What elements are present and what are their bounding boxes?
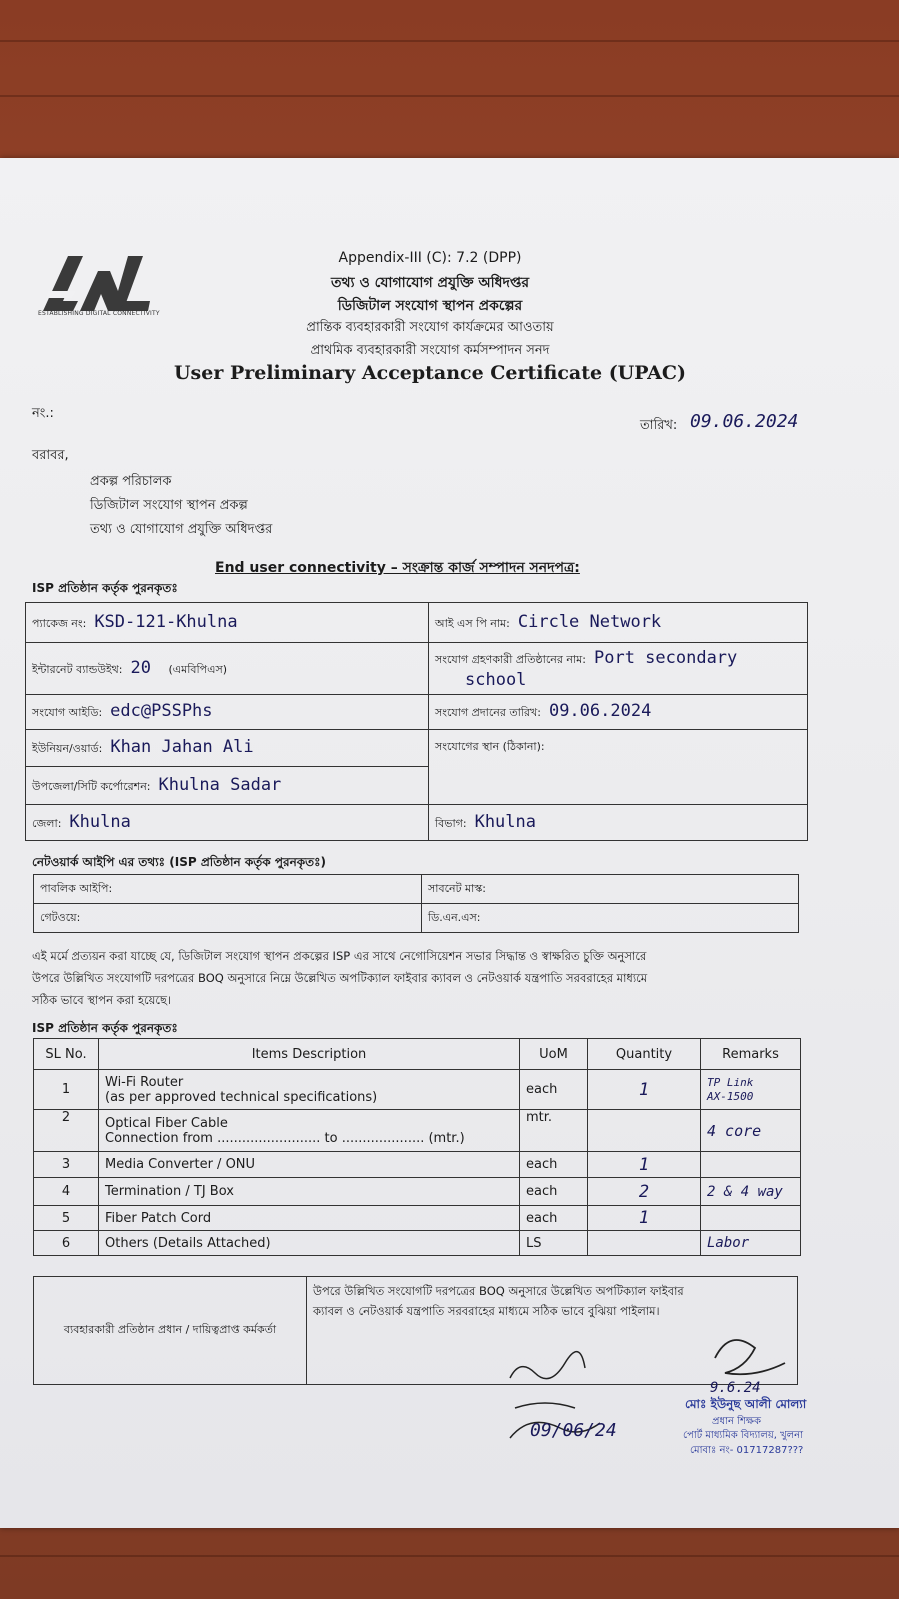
union-label: ইউনিয়ন/ওয়ার্ড:	[32, 742, 103, 755]
bandwidth-unit: (এমবিপিএস)	[168, 662, 228, 676]
division-value: Khulna	[474, 811, 536, 832]
logo-tagline: ESTABLISHING DIGITAL CONNECTIVITY	[38, 310, 160, 317]
conn-date-value: 09.06.2024	[548, 701, 652, 721]
district-label: জেলা:	[32, 816, 62, 830]
isp-value: Circle Network	[517, 611, 662, 632]
row-desc-line2: Connection from ......................... to .................... (mtr.)	[105, 1130, 465, 1146]
org-label: সংযোগ গ্রহণকারী প্রতিষ্ঠানের নাম:	[435, 652, 586, 666]
isp-label: আই এস পি নাম:	[435, 616, 510, 630]
table-row	[34, 1178, 801, 1206]
project-name: ডিজিটাল সংযোগ স্থাপন প্রকল্পের	[337, 298, 523, 314]
table-row	[34, 1231, 801, 1256]
declaration-line1: এই মর্মে প্রত্যয়ন করা যাচ্ছে যে, ডিজিটাল সংযোগ স্থাপন প্রকল্পের ISP এর সাথে নেগোসিয়েশন সভার সিদ্ধান্ত ও স্বাক্ষরিত চুক্তি অনুসারে	[32, 949, 647, 963]
row-desc-line2: (as per approved technical specifications)	[105, 1089, 378, 1105]
row-sl: 6	[34, 1231, 99, 1256]
union-value: Khan Jahan Ali	[110, 737, 254, 757]
row-quantity	[588, 1231, 701, 1256]
row-uom: each	[520, 1152, 588, 1178]
wood-grain	[0, 1555, 899, 1557]
network-table	[33, 874, 799, 933]
table-row	[34, 1206, 801, 1231]
declaration-line2: উপরে উল্লিখিত সংযোগটি দরপত্রের BOQ অনুসারে নিম্নে উল্লেখিত অপটিক্যাল ফাইবার ক্যাবল ও নেটওয়ার্ক যন্ত্রপাতি সরবরাহের মাধ্যমে	[32, 971, 648, 985]
col-quantity: Quantity	[588, 1039, 701, 1070]
bandwidth-label: ইন্টারনেট ব্যান্ডউইথ:	[32, 662, 123, 676]
row-uom: mtr.	[520, 1110, 588, 1152]
row-remarks-line2: AX-1500	[707, 1089, 754, 1103]
upazila-value: Khulna Sadar	[158, 774, 282, 795]
col-remarks: Remarks	[701, 1039, 801, 1070]
acceptance-text1: উপরে উল্লিখিত সংযোগটি দরপত্রের BOQ অনুসারে উল্লেখিত অপটিক্যাল ফাইবার	[313, 1284, 684, 1298]
col-sl: SL No.	[34, 1039, 99, 1070]
row-description: Others (Details Attached)	[99, 1231, 520, 1256]
package-value: KSD-121-Khulna	[94, 611, 238, 632]
stamp-phone: মোবাঃ নং- 01717287???	[690, 1445, 804, 1456]
conn-date-cell	[429, 695, 808, 730]
signature-date-2: 09/06/24	[530, 1420, 617, 1441]
row-quantity: 1	[588, 1070, 701, 1110]
public-ip-cell	[34, 875, 422, 904]
bandwidth-value: 20	[130, 657, 151, 678]
ref-no-label: নং.:	[32, 406, 54, 421]
row-uom: LS	[520, 1231, 588, 1256]
program-line: প্রান্তিক ব্যবহারকারী সংযোগ কার্যক্রমের আওতায়	[306, 320, 554, 335]
dept-name: তথ্য ও যোগাযোগ প্রযুক্তি অধিদপ্তর	[330, 275, 530, 291]
row-quantity: 1	[588, 1152, 701, 1178]
declaration-line3: সঠিক ভাবে স্থাপন করা হয়েছে।	[32, 993, 172, 1007]
network-heading: নেটওয়ার্ক আইপি এর তথ্যঃ (ISP প্রতিষ্ঠান কর্তৃক পুরনকৃতঃ)	[32, 855, 327, 869]
stamp-title: প্রধান শিক্ষক	[712, 1416, 761, 1427]
subnet-label: সাবনেট মাস্ক:	[428, 881, 486, 895]
isp-cell	[429, 603, 808, 643]
items-filled-label: ISP প্রতিষ্ঠান কর্তৃক পুরনকৃতঃ	[32, 1021, 178, 1035]
union-cell	[26, 730, 429, 767]
gateway-cell	[34, 904, 422, 933]
table-row	[34, 1110, 801, 1152]
row-remarks: 4 core	[701, 1110, 801, 1152]
subnet-cell	[422, 875, 799, 904]
stamp-name: মোঃ ইউনুছ আলী মোল্যা	[685, 1397, 807, 1411]
division-cell	[429, 805, 808, 841]
row-sl: 4	[34, 1178, 99, 1206]
row-sl: 5	[34, 1206, 99, 1231]
upazila-cell	[26, 767, 429, 805]
addressee-line1: প্রকল্প পরিচালক	[90, 474, 172, 489]
row-remarks: 2 & 4 way	[701, 1178, 801, 1206]
acceptance-left-label: ব্যবহারকারী প্রতিষ্ঠান প্রধান / দায়িত্বপ্রাপ্ত কর্মকর্তা	[63, 1323, 277, 1336]
row-description: Media Converter / ONU	[99, 1152, 520, 1178]
row-description	[99, 1070, 520, 1110]
gateway-label: গেটওয়ে:	[40, 910, 81, 924]
district-cell	[26, 805, 429, 841]
addressee-to: বরাবর,	[32, 448, 69, 463]
row-remarks	[701, 1206, 801, 1231]
row-remarks	[701, 1152, 801, 1178]
subtitle-line: প্রাথমিক ব্যবহারকারী সংযোগ কর্মসম্পাদন সনদ	[310, 343, 550, 358]
public-ip-label: পাবলিক আইপি:	[40, 881, 113, 895]
items-table	[33, 1038, 801, 1256]
conn-id-cell	[26, 695, 429, 730]
col-description: Items Description	[99, 1039, 520, 1070]
table-row	[34, 1070, 801, 1110]
row-uom: each	[520, 1070, 588, 1110]
row-remarks-line1: TP Link	[707, 1075, 754, 1089]
page-title: User Preliminary Acceptance Certificate (UPAC)	[173, 362, 687, 384]
connection-info-table	[25, 602, 808, 841]
upazila-label: উপজেলা/সিটি কর্পোরেশন:	[32, 779, 151, 793]
addressee-line2: ডিজিটাল সংযোগ স্থাপন প্রকল্প	[90, 498, 248, 513]
wood-grain	[0, 40, 899, 42]
row-desc-line1: Wi-Fi Router	[105, 1074, 184, 1090]
conn-date-label: সংযোগ প্রদানের তারিখ:	[435, 706, 541, 719]
row-quantity	[588, 1110, 701, 1152]
row-description: Termination / TJ Box	[99, 1178, 520, 1206]
addressee-line3: তথ্য ও যোগাযোগ প্রযুক্তি অধিদপ্তর	[90, 522, 273, 537]
row-description	[99, 1110, 520, 1152]
isp-filled-label: ISP প্রতিষ্ঠান কর্তৃক পুরনকৃতঃ	[32, 581, 178, 595]
row-desc-line1: Optical Fiber Cable	[105, 1115, 228, 1131]
conn-id-label: সংযোগ আইডি:	[32, 706, 103, 719]
wood-grain	[0, 95, 899, 97]
row-sl: 2	[34, 1110, 99, 1152]
date-value: 09.06.2024	[690, 411, 799, 432]
location-label: সংযোগের স্থান (ঠিকানা):	[435, 740, 545, 753]
row-sl: 1	[34, 1070, 99, 1110]
acceptance-text2: ক্যাবল ও নেটওয়ার্ক যন্ত্রপাতি সরবরাহের মাধ্যমে সঠিক ভাবে বুঝিয়া পাইলাম।	[313, 1304, 660, 1318]
row-uom: each	[520, 1206, 588, 1231]
conn-id-value: edc@PSSPhs	[110, 701, 213, 721]
stamp-school: পোর্ট মাধ্যমিক বিদ্যালয়, খুলনা	[683, 1430, 803, 1441]
location-cell	[429, 730, 808, 805]
table-row	[34, 1152, 801, 1178]
org-cell	[429, 643, 808, 695]
row-description: Fiber Patch Cord	[99, 1206, 520, 1231]
bandwidth-cell	[26, 643, 429, 695]
row-remarks	[701, 1070, 801, 1110]
row-quantity: 1	[588, 1206, 701, 1231]
col-uom: UoM	[520, 1039, 588, 1070]
package-cell	[26, 603, 429, 643]
dns-cell	[422, 904, 799, 933]
org-value-2: school	[465, 669, 527, 690]
district-value: Khulna	[69, 811, 131, 832]
package-label: প্যাকেজ নং:	[32, 616, 87, 630]
appendix-line: Appendix-III (C): 7.2 (DPP)	[338, 250, 522, 266]
row-quantity: 2	[588, 1178, 701, 1206]
row-remarks: Labor	[701, 1231, 801, 1256]
acceptance-left-cell	[34, 1277, 307, 1385]
date-label: তারিখ:	[640, 418, 678, 433]
division-label: বিভাগ:	[435, 816, 467, 830]
row-sl: 3	[34, 1152, 99, 1178]
signature-date: 9.6.24	[710, 1380, 761, 1396]
org-value: Port secondary	[593, 647, 738, 668]
certificate-paper	[0, 158, 899, 1528]
dns-label: ডি.এন.এস:	[428, 910, 481, 924]
row-uom: each	[520, 1178, 588, 1206]
section-heading: End user connectivity – সংক্রান্ত কার্জ সম্পাদন সনদপত্র:	[215, 560, 580, 576]
